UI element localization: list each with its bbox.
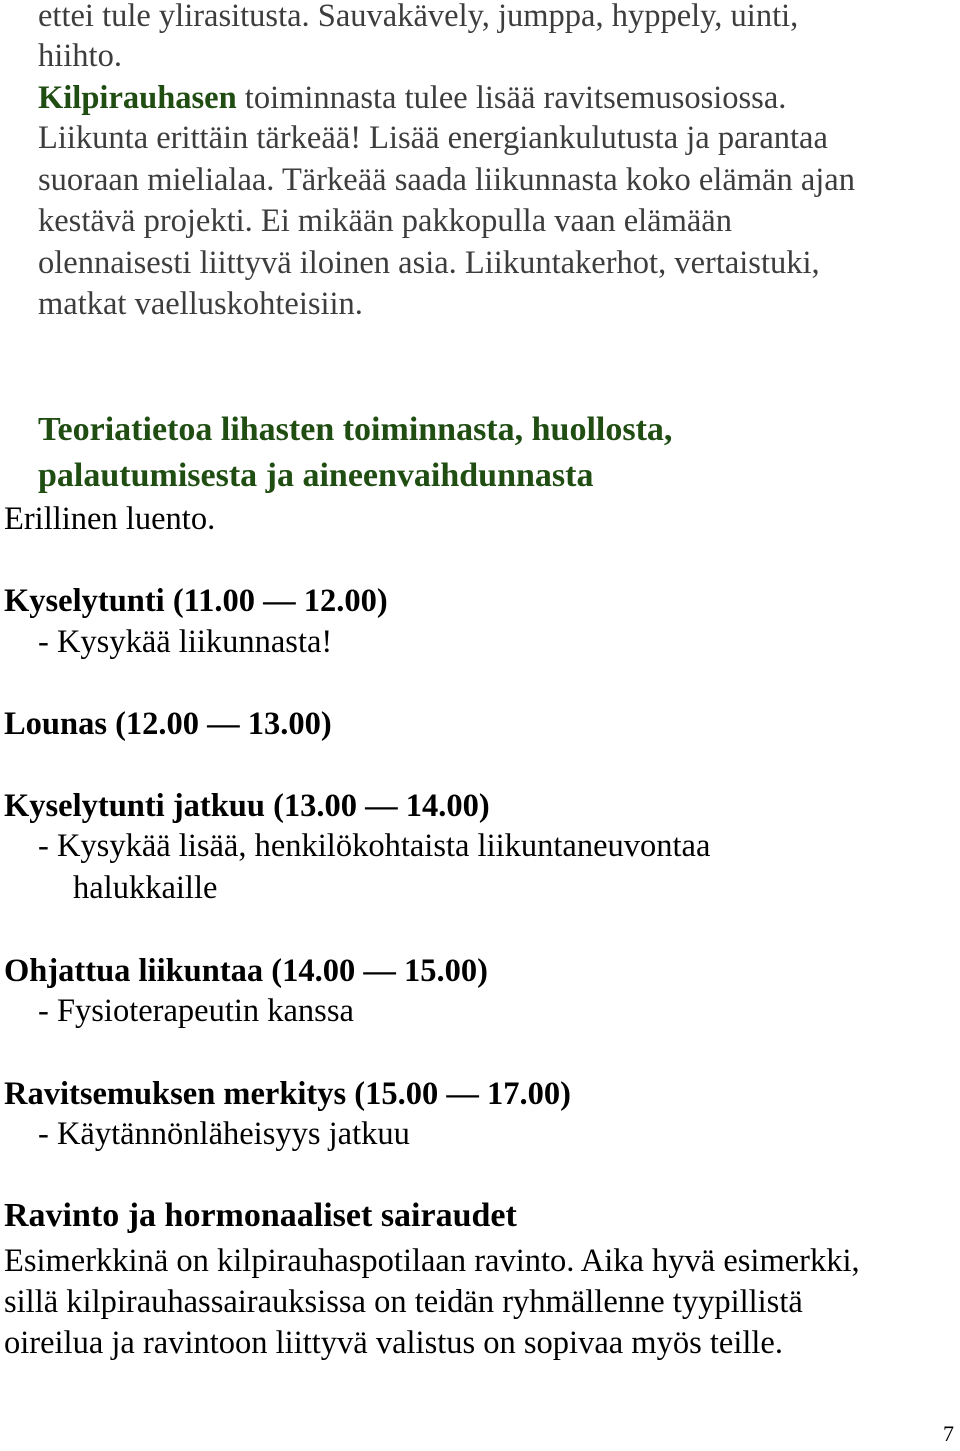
- schedule-title-4: Ohjattua liikuntaa (14.00 — 15.00): [4, 953, 488, 989]
- schedule-title-5: Ravitsemuksen merkitys (15.00 — 17.00): [4, 1076, 571, 1112]
- intro-line-7: olennaisesti liittyvä iloinen asia. Liikuntakerhot, vertaistuki,: [38, 245, 820, 281]
- intro-bold-term: Kilpirauhasen: [38, 80, 237, 116]
- theory-heading-line-1: Teoriatietoa lihasten toiminnasta, huollosta,: [38, 411, 673, 448]
- schedule-note-1: - Kysykää liikunnasta!: [38, 624, 333, 660]
- schedule-note-3a: - Kysykää lisää, henkilökohtaista liikuntaneuvontaa: [38, 828, 711, 864]
- intro-line-2: hiihto.: [38, 38, 122, 74]
- intro-line-3: [38, 78, 786, 118]
- schedule-note-5: - Käytännönläheisyys jatkuu: [38, 1116, 410, 1152]
- intro-line-5: suoraan mielialaa. Tärkeää saada liikunnasta koko elämän ajan: [38, 162, 855, 198]
- schedule-note-4: - Fysioterapeutin kanssa: [38, 993, 354, 1029]
- intro-line-8: matkat vaelluskohteisiin.: [38, 286, 363, 322]
- nutrition-line-3: oireilua ja ravintoon liittyvä valistus on sopivaa myös teille.: [4, 1325, 783, 1361]
- intro-line-3-rest: toiminnasta tulee lisää ravitsemusosiossa.: [236, 80, 787, 116]
- schedule-title-2: Lounas (12.00 — 13.00): [4, 706, 332, 742]
- intro-line-1: ettei tule ylirasitusta. Sauvakävely, jumppa, hyppely, uinti,: [38, 0, 799, 34]
- intro-line-4: Liikunta erittäin tärkeää! Lisää energiankulutusta ja parantaa: [38, 120, 828, 156]
- theory-note: Erillinen luento.: [4, 501, 216, 537]
- theory-heading-line-2: palautumisesta ja aineenvaihdunnasta: [38, 457, 594, 494]
- schedule-title-3: Kyselytunti jatkuu (13.00 — 14.00): [4, 788, 490, 824]
- nutrition-line-2: sillä kilpirauhassairauksissa on teidän ryhmällenne tyypillistä: [4, 1284, 803, 1320]
- schedule-title-1: Kyselytunti (11.00 — 12.00): [4, 583, 388, 619]
- nutrition-line-1: Esimerkkinä on kilpirauhaspotilaan ravinto. Aika hyvä esimerkki,: [4, 1243, 860, 1279]
- schedule-note-3b: halukkaille: [73, 870, 218, 906]
- nutrition-heading: Ravinto ja hormonaaliset sairaudet: [4, 1197, 517, 1234]
- intro-line-6: kestävä projekti. Ei mikään pakkopulla vaan elämään: [38, 203, 732, 239]
- page-number: 7: [943, 1421, 954, 1446]
